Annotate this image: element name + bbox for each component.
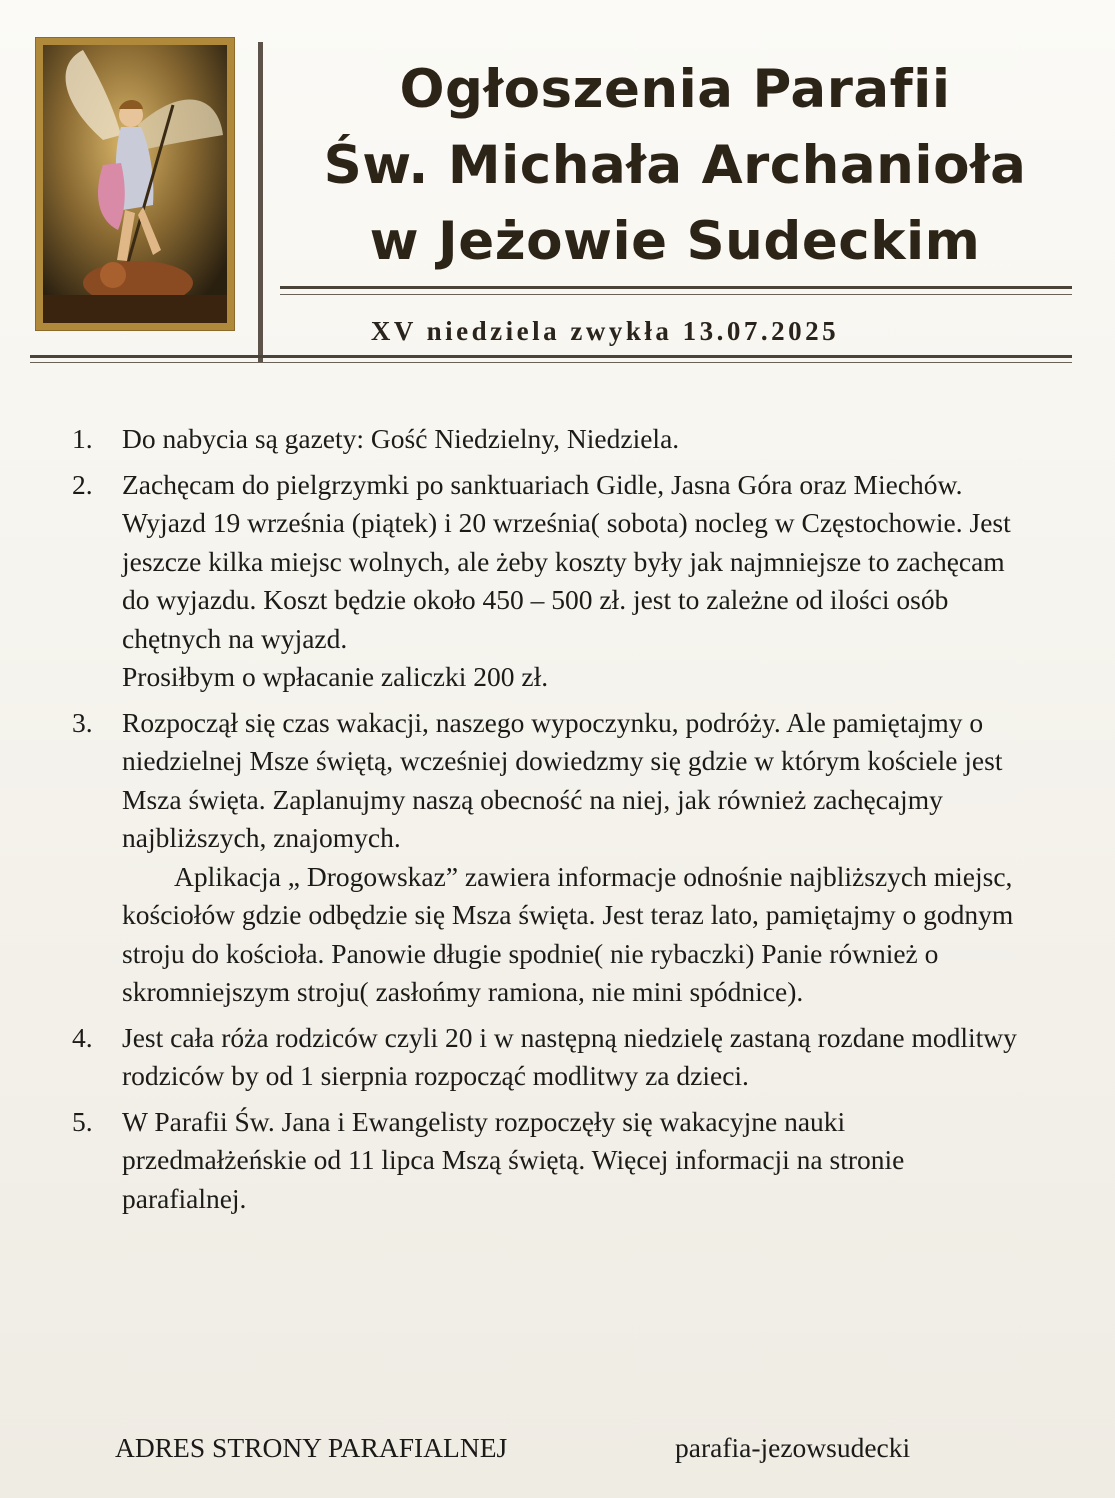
notice-item xyxy=(72,1103,1032,1219)
header-divider-thin xyxy=(30,362,1072,363)
website-label: ADRES STRONY PARAFIALNEJ xyxy=(115,1432,508,1463)
title-divider xyxy=(280,286,1072,289)
header-divider xyxy=(30,355,1072,358)
notice-text: Zachęcam do pielgrzymki po sanktuariach Gidle, Jasna Góra oraz Miechów. Wyjazd 19 września (piątek) i 20 września( sobota) nocleg w Częstochowie. Jest jeszcze kilka miejsc wolnych, ale żeby koszty były jak najmniejsze to zachęcam do wyjazdu. Koszt będzie około 450 – 500 zł. jest to zależne od ilości osób chętnych na wyjazd. xyxy=(122,468,1011,654)
footer xyxy=(115,1432,1015,1464)
notice-text: Aplikacja „ Drogowskaz” zawiera informacje odnośnie najbliższych miejsc, kościołów gdzie odbędzie się Msza święta. Jest teraz lato, pamiętajmy o godnym stroju do kościoła. Panowie długie spodnie( nie rybaczki) Panie również o skromniejszym stroju( zasłońmy ramiona, nie mini spódnice). xyxy=(122,860,1014,1007)
liturgical-date: XV niedziela zwykła 13.07.2025 xyxy=(370,316,840,346)
title-line-2: Św. Michała Archanioła xyxy=(323,135,1027,196)
page-title xyxy=(270,52,1080,280)
title-divider-thin xyxy=(280,294,1072,295)
notice-text: W Parafii Św. Jana i Ewangelisty rozpoczęły się wakacyjne nauki przedmałżeńskie od 11 lipca Mszą świętą. Więcej informacji na stronie parafialnej. xyxy=(122,1105,905,1214)
notice-text: Rozpoczął się czas wakacji, naszego wypoczynku, podróży. Ale pamiętajmy o niedzielnej Msze świętą, wcześniej dowiedzmy się gdzie w którym kościele jest Msza święta. Zaplanujmy naszą obecność na niej, jak również zachęcajmy najbliższych, znajomych. xyxy=(122,706,1003,853)
notice-number: 4. xyxy=(72,1021,93,1053)
notices-list xyxy=(72,420,1032,1225)
notice-item xyxy=(72,420,1032,459)
notice-number: 3. xyxy=(72,706,93,738)
title-line-3: w Jeżowie Sudeckim xyxy=(369,211,981,272)
notice-item xyxy=(72,1019,1032,1096)
title-line-1: Ogłoszenia Parafii xyxy=(399,59,951,120)
notice-item xyxy=(72,466,1032,697)
website-address: parafia-jezowsudecki xyxy=(675,1432,911,1463)
notice-text: Jest cała róża rodziców czyli 20 i w następną niedzielę zastaną rozdane modlitwy rodziców by od 1 sierpnia rozpocząć modlitwy za dzieci. xyxy=(122,1021,1017,1091)
notice-text: Prosiłbym o wpłacanie zaliczki 200 zł. xyxy=(122,661,549,692)
st-michael-archangel-icon xyxy=(36,38,234,330)
notice-number: 2. xyxy=(72,468,93,500)
notice-number: 1. xyxy=(72,423,93,454)
notice-number: 5. xyxy=(72,1105,93,1137)
notice-item xyxy=(72,704,1032,1012)
header-vertical-divider xyxy=(258,42,263,362)
notice-text: Do nabycia są gazety: Gość Niedzielny, Niedziela. xyxy=(122,423,680,454)
